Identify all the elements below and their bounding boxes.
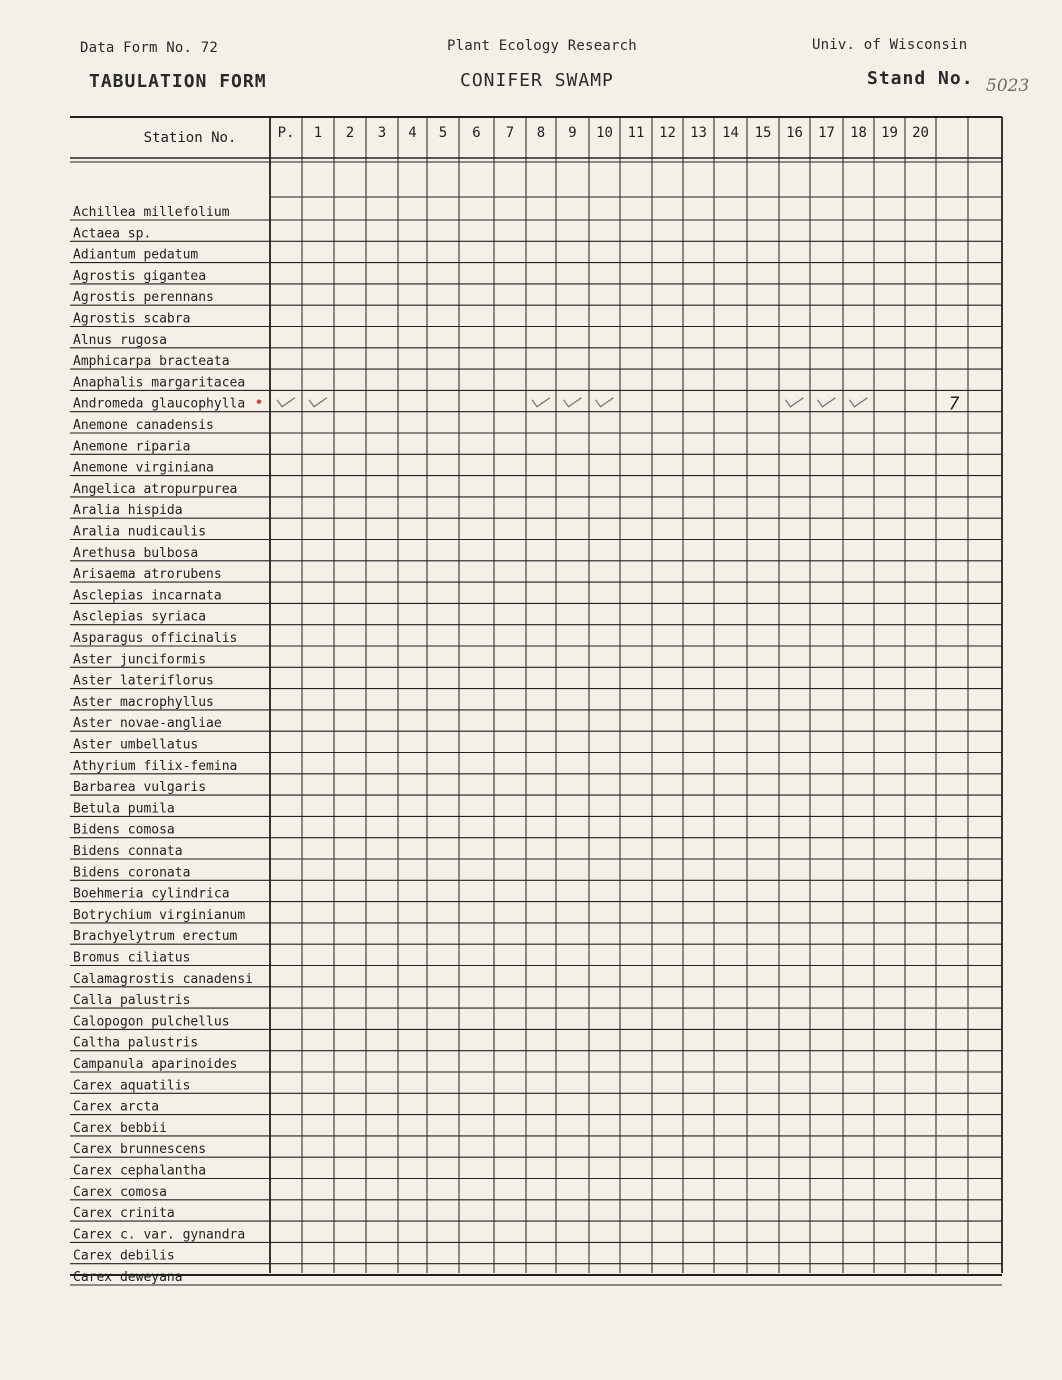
species-label: Anemone riparia: [73, 439, 191, 455]
species-label: Bidens coronata: [73, 865, 191, 881]
check-mark: [564, 398, 582, 407]
column-header: 13: [690, 125, 707, 141]
column-header: 4: [408, 125, 417, 141]
community-title: CONIFER SWAMP: [460, 70, 614, 91]
species-label: Boehmeria cylindrica: [73, 886, 230, 902]
species-label: Andromeda glaucophylla: [73, 396, 246, 412]
species-label: Arethusa bulbosa: [73, 545, 199, 561]
species-label: Aster macrophyllus: [73, 694, 214, 710]
species-label: Anemone canadensis: [73, 418, 214, 433]
species-label: Carex c. var. gynandra: [73, 1227, 246, 1243]
species-label: Calopogon pulchellus: [73, 1014, 230, 1030]
column-header: 8: [536, 125, 546, 141]
check-mark: [309, 398, 327, 407]
species-label: Aralia nudicaulis: [73, 524, 207, 540]
species-label: Carex brunnescens: [73, 1142, 207, 1158]
check-mark: [532, 398, 550, 407]
species-label: Achillea millefolium: [73, 205, 230, 220]
column-header: 17: [818, 125, 835, 141]
species-label: Aster lateriflorus: [73, 673, 214, 689]
species-label: Angelica atropurpurea: [73, 481, 238, 497]
check-mark: [277, 398, 295, 407]
species-label: Aster umbellatus: [73, 737, 199, 753]
species-label: Athyrium filix-femina: [73, 758, 238, 774]
species-label: Carex bebbii: [73, 1120, 167, 1136]
column-header: 19: [881, 125, 898, 141]
check-mark: [786, 398, 804, 407]
species-label: Carex arcta: [73, 1099, 160, 1115]
species-label: Betula pumila: [73, 801, 175, 817]
form-title: TABULATION FORM: [89, 71, 267, 92]
column-header: 7: [505, 125, 515, 141]
species-label: Carex deweyana: [73, 1270, 183, 1285]
column-header: 1: [313, 125, 323, 141]
species-label: Calamagrostis canadensi: [73, 971, 254, 987]
species-label: Actaea sp.: [73, 226, 152, 242]
column-header: 20: [912, 125, 929, 141]
column-header: 9: [568, 125, 577, 141]
species-label: Bromus ciliatus: [73, 950, 191, 966]
species-label: Carex crinita: [73, 1206, 175, 1222]
species-label: Arisaema atrorubens: [73, 567, 222, 583]
column-header: 11: [627, 125, 645, 141]
column-header: 6: [472, 125, 481, 141]
stand-number-label: Stand No.: [867, 68, 974, 89]
species-label: Aster novae-angliae: [73, 716, 222, 732]
column-header: 15: [754, 125, 772, 141]
species-label: Calla palustris: [73, 993, 191, 1009]
form-number: Data Form No. 72: [80, 40, 219, 56]
species-label: Asparagus officinalis: [73, 631, 238, 646]
species-label: Carex aquatilis: [73, 1078, 191, 1094]
species-label: Amphicarpa bracteata: [73, 354, 230, 370]
station-count: 7: [948, 393, 960, 415]
university-label: Univ. of Wisconsin: [812, 37, 968, 53]
species-label: Carex debilis: [73, 1248, 175, 1264]
species-label: Barbarea vulgaris: [73, 780, 207, 796]
species-label: Bidens comosa: [73, 822, 175, 838]
species-label: Bidens connata: [73, 844, 183, 859]
species-label: Agrostis gigantea: [73, 268, 207, 284]
station-number-header: Station No.: [143, 130, 237, 146]
column-header: 12: [659, 125, 676, 141]
stand-number-value: 5023: [986, 76, 1030, 96]
species-label: Botrychium virginianum: [73, 907, 246, 923]
institution-label: Plant Ecology Research: [447, 38, 637, 54]
column-header: 14: [722, 125, 739, 141]
column-header: 2: [345, 125, 355, 141]
species-label: Caltha palustris: [73, 1035, 199, 1051]
species-label: Anaphalis margaritacea: [73, 375, 246, 391]
check-mark: [596, 398, 614, 407]
species-label: Asclepias incarnata: [73, 588, 222, 604]
species-label: Carex cephalantha: [73, 1163, 207, 1179]
check-mark: [850, 398, 868, 407]
species-label: Agrostis perennans: [73, 290, 214, 306]
column-header: P.: [277, 125, 295, 141]
species-label: Campanula aparinoides: [73, 1057, 238, 1072]
species-label: Brachyelytrum erectum: [73, 929, 238, 945]
column-header: 16: [786, 125, 803, 141]
species-label: Anemone virginiana: [73, 460, 214, 476]
column-header: 3: [377, 125, 387, 141]
red-marker: [257, 400, 261, 404]
column-header: 5: [438, 125, 448, 141]
species-label: Aster junciformis: [73, 652, 207, 668]
species-label: Adiantum pedatum: [73, 247, 199, 263]
column-header: 18: [850, 125, 867, 141]
column-header: 10: [596, 125, 613, 141]
check-mark: [818, 398, 836, 407]
species-label: Alnus rugosa: [73, 332, 167, 348]
species-label: Asclepias syriaca: [73, 609, 207, 625]
species-label: Agrostis scabra: [73, 311, 191, 327]
species-label: Carex comosa: [73, 1184, 167, 1200]
species-label: Aralia hispida: [73, 503, 183, 519]
